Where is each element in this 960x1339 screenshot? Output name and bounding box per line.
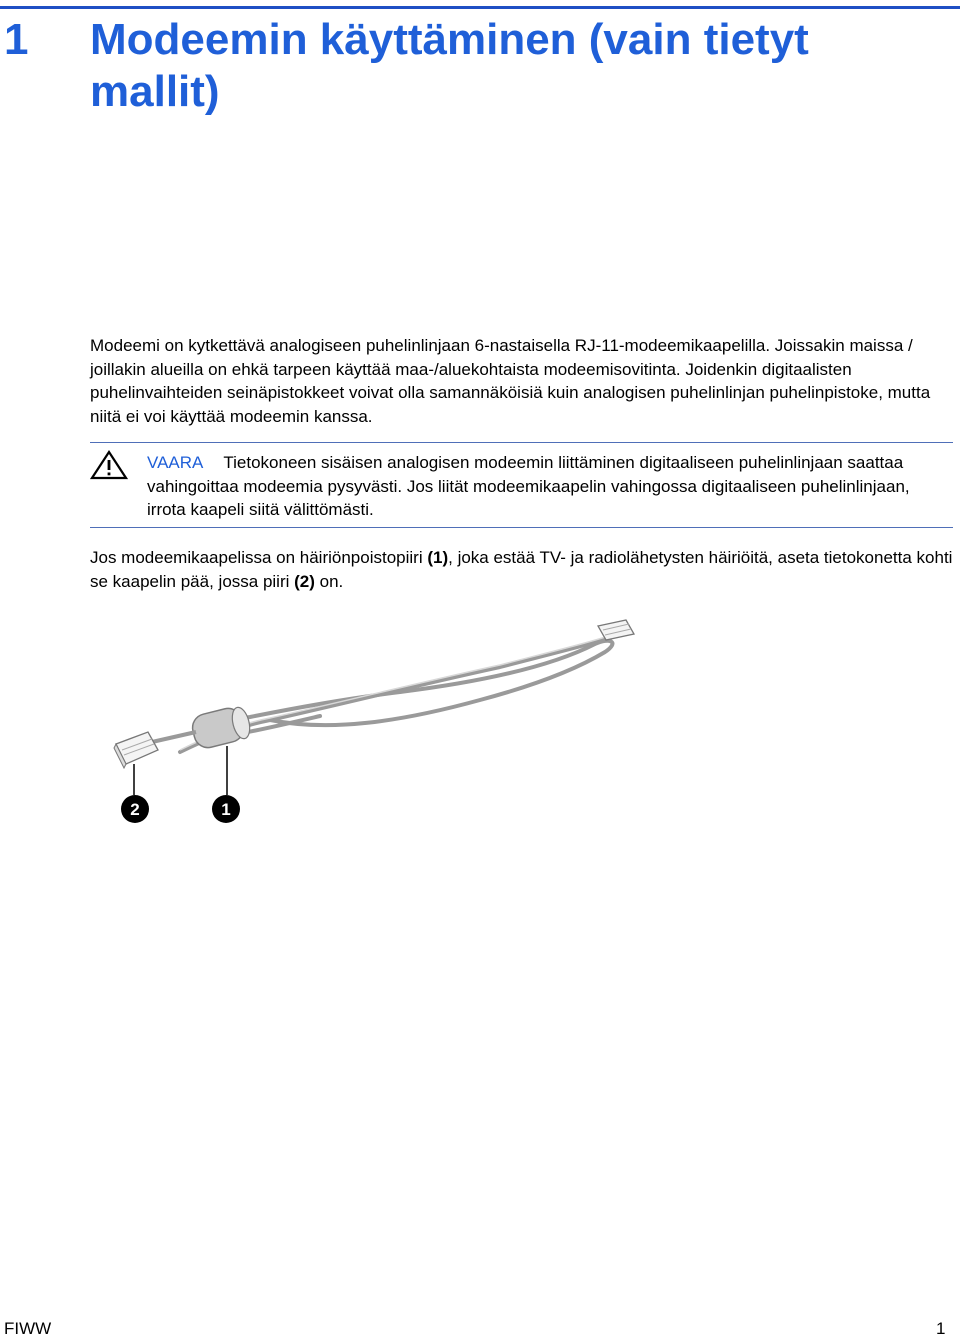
filter-text-3: on. — [314, 571, 344, 591]
svg-text:1: 1 — [221, 800, 231, 819]
callout-ref-1: (1) — [427, 548, 449, 567]
rj11-plug-left — [114, 732, 158, 768]
warning-bottom-rule — [90, 527, 953, 528]
warning-triangle-icon — [90, 450, 128, 480]
intro-paragraph: Modeemi on kytkettävä analogiseen puhelinlinjaan 6-nastaisella RJ-11-modeemikaapelilla. Joissakin maissa / joillakin alueilla on ehkä tarpeen käyttää maa-/aluekohtaista modeemisovitinta. Joidenkin digitaalisten puhelinvaihteiden seinäpistokkeet voivat olla samannäköisiä kuin analogisen puhelinlinjan puhelinpistoke, mutta niitä ei voi käyttää modeemin kanssa. — [90, 336, 931, 426]
callout-1 — [212, 795, 240, 823]
warning-label: VAARA — [147, 453, 204, 472]
filter-paragraph — [90, 546, 956, 593]
svg-text:2: 2 — [130, 800, 140, 819]
warning-text: Tietokoneen sisäisen analogisen modeemin liittäminen digitaaliseen puhelinlinjaan saattaa vahingoittaa modeemia pysyvästi. Jos liität modeemikaapelin vahingossa digitaaliseen puhelinlinjaan, irrota kaapeli siitä välittömästi. — [147, 453, 910, 519]
footer-doc-code: FIWW — [4, 1319, 52, 1338]
footer-page-number: 1 — [936, 1319, 946, 1338]
callout-ref-2: (2) — [294, 571, 315, 591]
warning-top-rule — [90, 442, 953, 443]
chapter-title: Modeemin käyttäminen (vain tietyt mallit) — [90, 15, 809, 116]
warning-block — [147, 451, 953, 522]
callout-2 — [121, 795, 149, 823]
chapter-number: 1 — [4, 15, 29, 64]
filter-text-1: Jos modeemikaapelissa on häiriönpoistopiiri — [90, 548, 428, 567]
ferrite-filter — [190, 705, 253, 750]
modem-cable-illustration — [100, 612, 660, 842]
top-rule — [0, 6, 960, 9]
filter-text-2: , joka estää TV- ja radiolähetysten häiriöitä, aseta tietokonetta kohti se kaapelin pää, jossa piiri — [90, 548, 953, 591]
